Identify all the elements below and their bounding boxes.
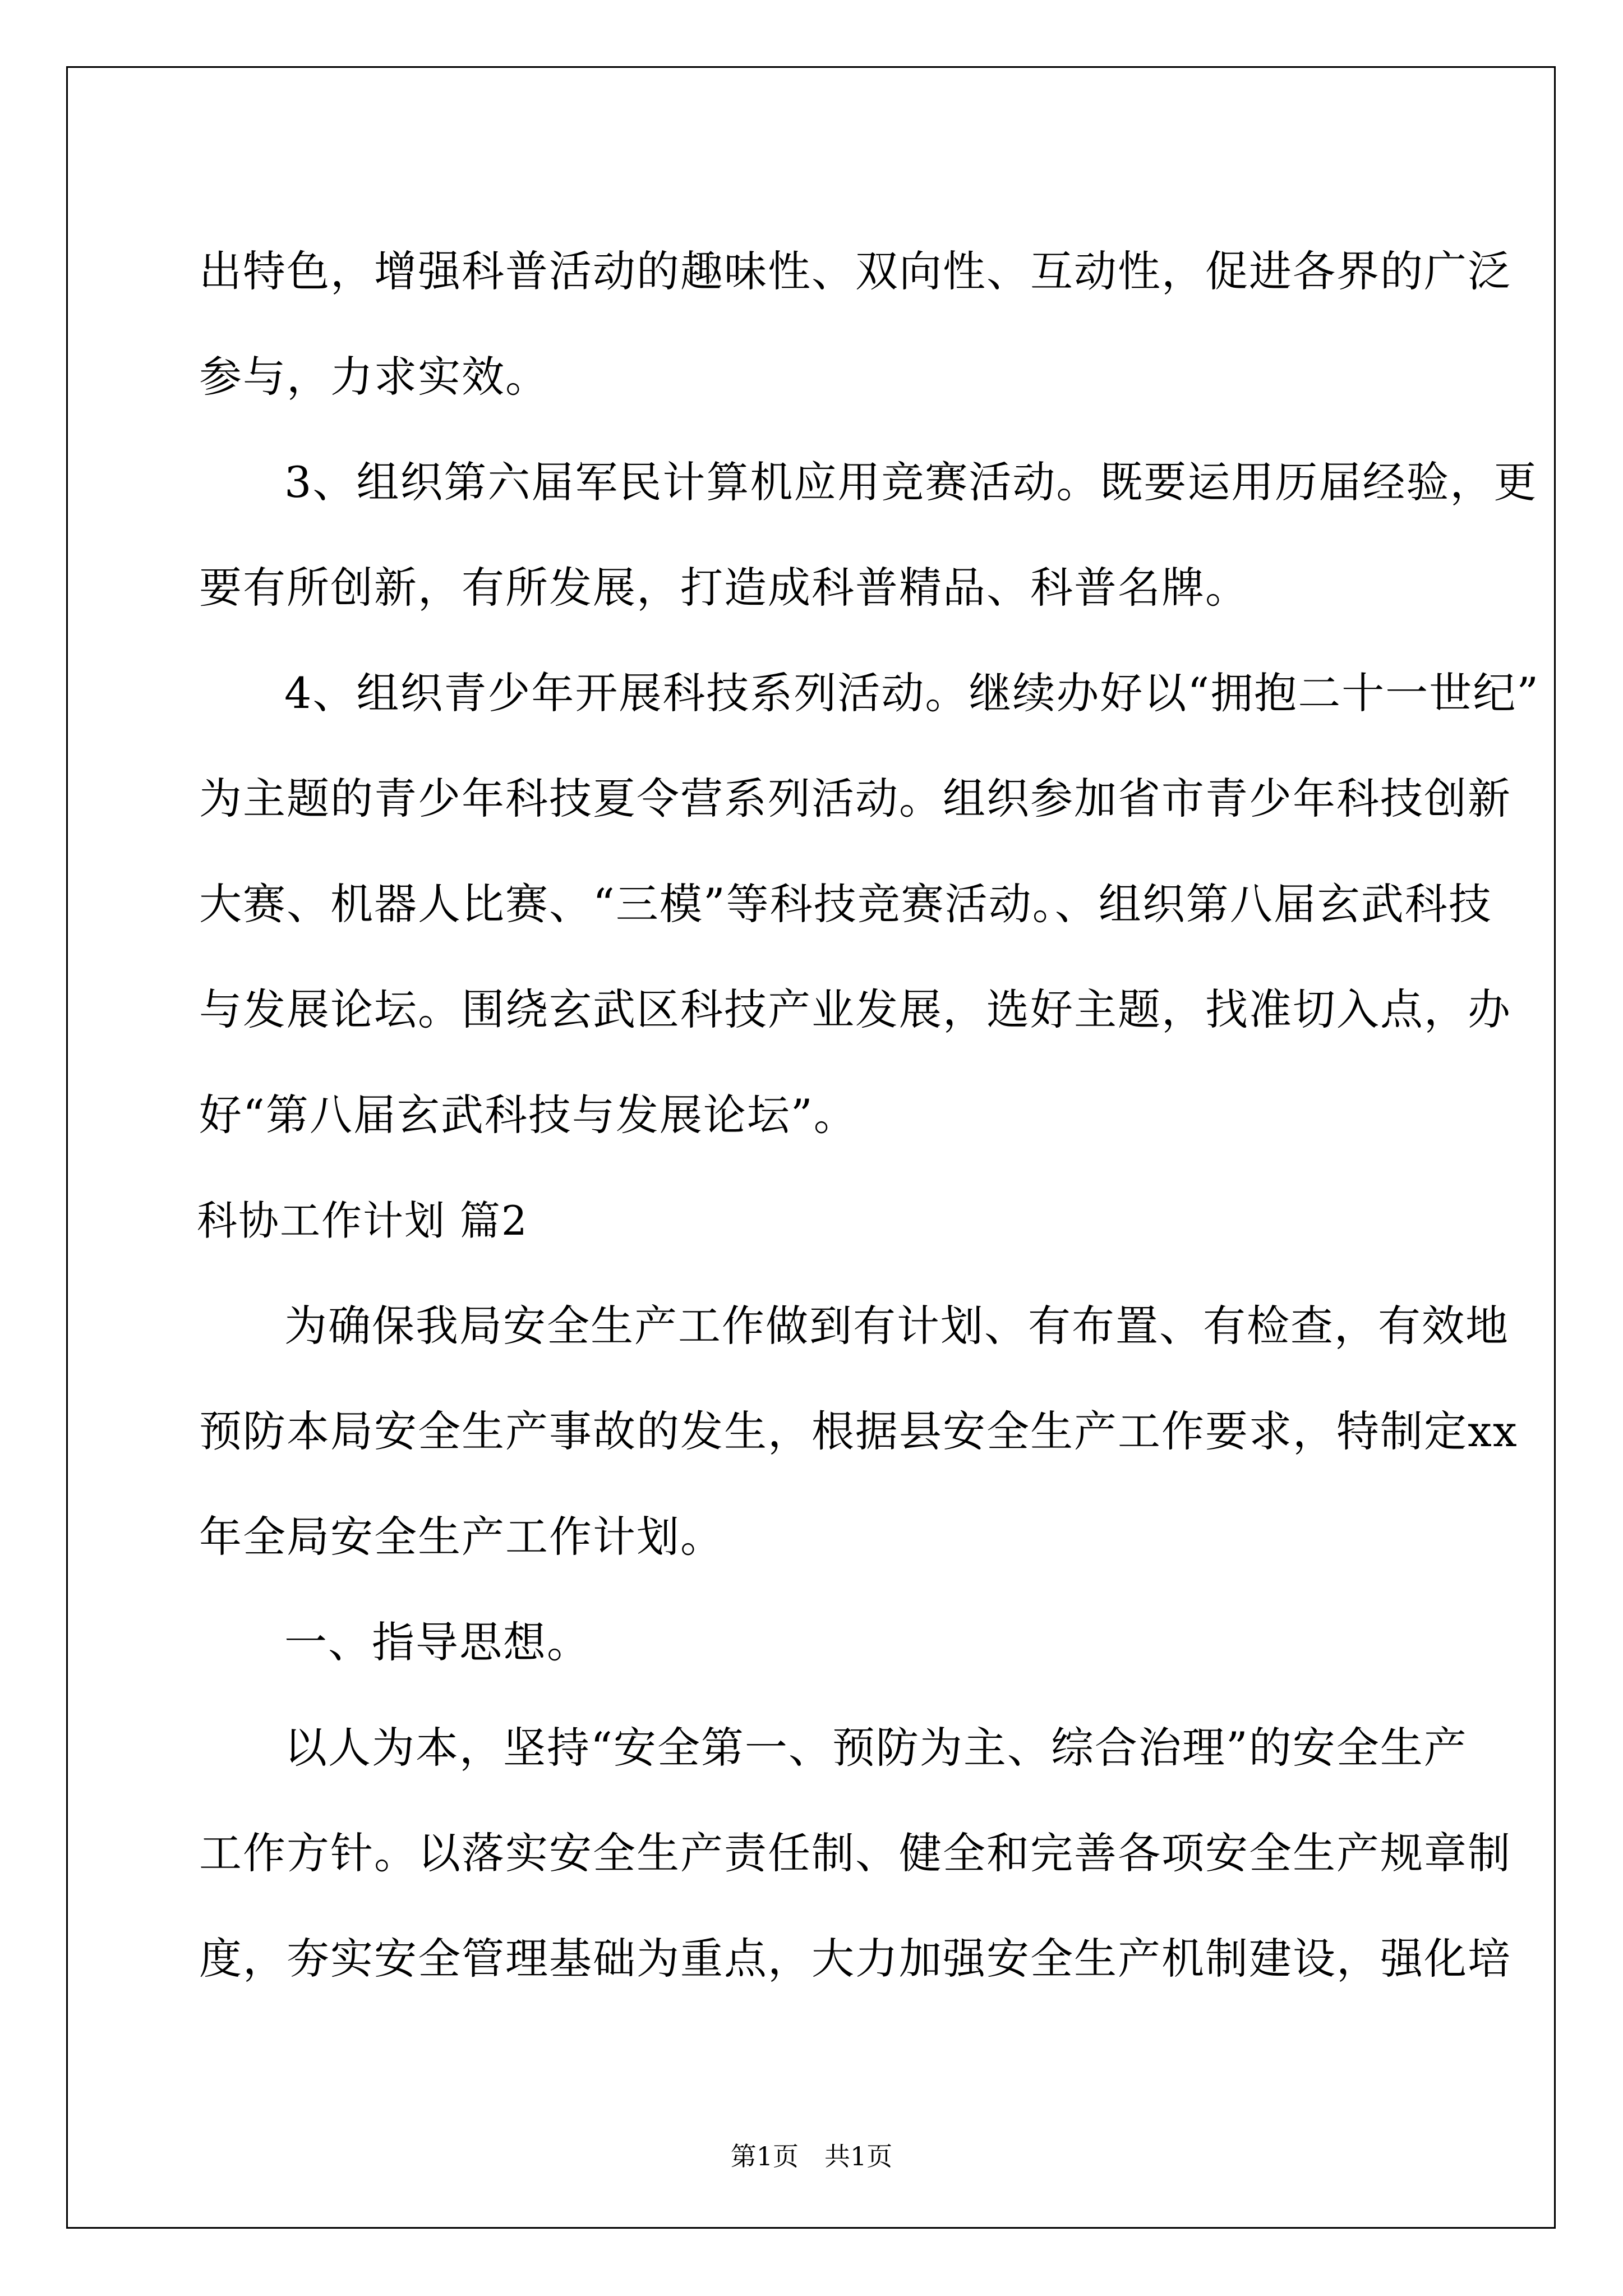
text-line: 度，夯实安全管理基础为重点，大力加强安全生产机制建设，强化培 xyxy=(199,1934,1511,1984)
text-line: 年全局安全生产工作计划。 xyxy=(199,1512,724,1562)
text-line: 以人为本，坚持“安全第一、预防为主、综合治理”的安全生产 xyxy=(284,1723,1468,1773)
text-line: 好“第八届玄武科技与发展论坛”。 xyxy=(199,1090,857,1140)
page-number-label: 第1页 共1页 xyxy=(730,2141,893,2171)
text-line: 为主题的青少年科技夏令营系列活动。组织参加省市青少年科技创新 xyxy=(199,774,1511,823)
text-line: 工作方针。以落实安全生产责任制、健全和完善各项安全生产规章制 xyxy=(199,1828,1511,1878)
text-line: 出特色，增强科普活动的趣味性、双向性、互动性，促进各界的广泛 xyxy=(199,246,1511,296)
text-line: 3、组织第六届军民计算机应用竞赛活动。既要运用历届经验，更 xyxy=(284,457,1538,507)
text-line: 一、指导思想。 xyxy=(284,1617,591,1667)
section-heading: 科协工作计划 篇2 xyxy=(197,1197,528,1244)
text-line: 要有所创新，有所发展，打造成科普精品、科普名牌。 xyxy=(199,563,1249,613)
text-line: 预防本局安全生产事故的发生，根据县安全生产工作要求，特制定xx xyxy=(199,1406,1518,1456)
text-line: 与发展论坛。围绕玄武区科技产业发展，选好主题，找准切入点，办 xyxy=(199,984,1511,1034)
document-body xyxy=(197,219,1540,2012)
text-line: 为确保我局安全生产工作做到有计划、有布置、有检查，有效地 xyxy=(284,1301,1509,1351)
page-footer xyxy=(0,2136,1623,2173)
text-line: 4、组织青少年开展科技系列活动。继续办好以“拥抱二十一世纪” xyxy=(284,668,1540,718)
text-line: 大赛、机器人比赛、“三模”等科技竞赛活动。、组织第八届玄武科技 xyxy=(199,879,1492,929)
text-line: 参与，力求实效。 xyxy=(199,352,549,402)
